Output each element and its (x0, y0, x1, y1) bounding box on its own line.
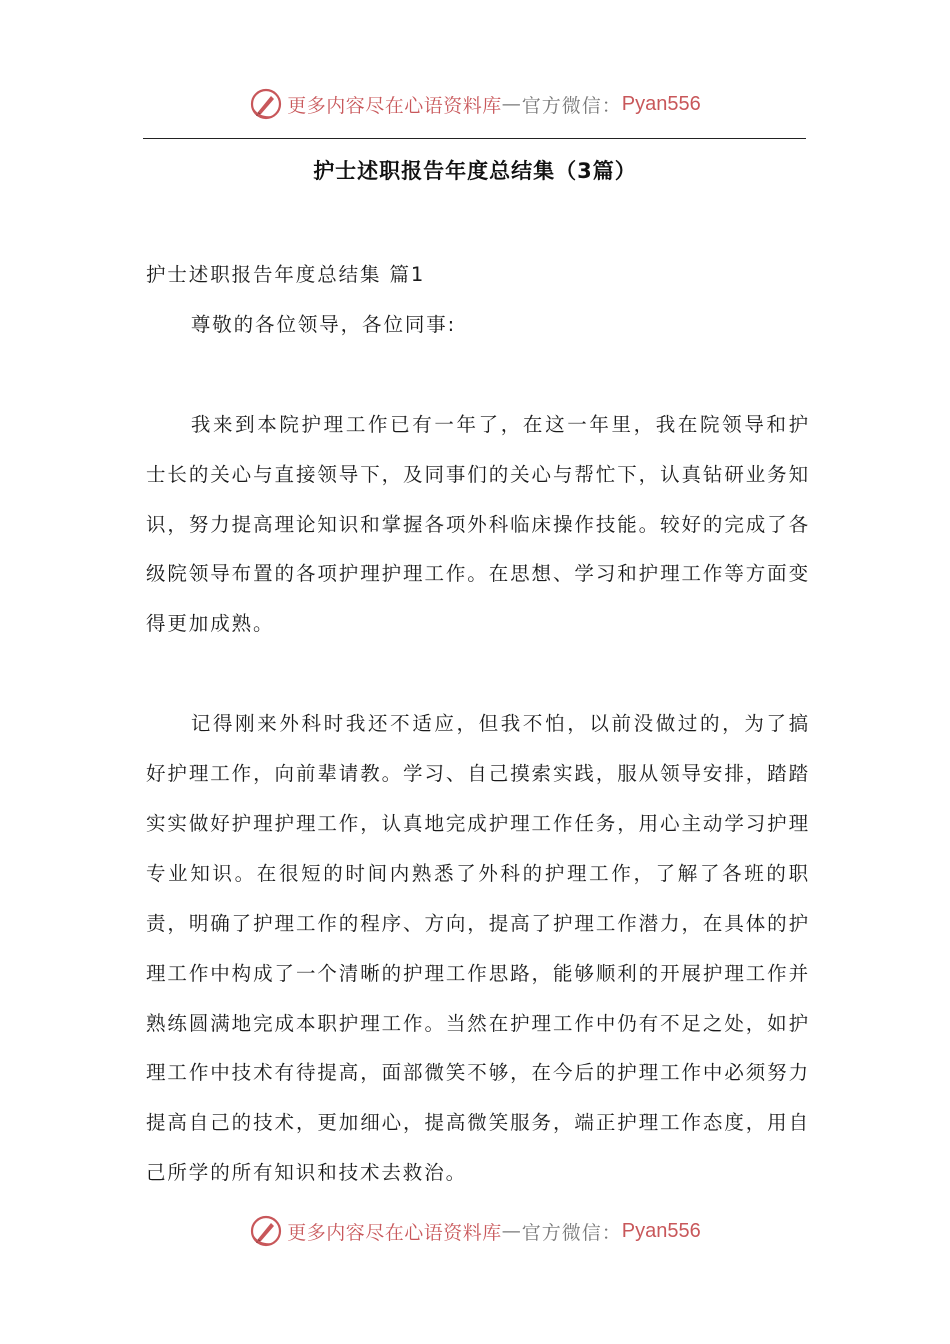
watermark-banner-top (0, 84, 950, 124)
watermark-separator: — (501, 93, 522, 115)
watermark-label: 官方微信： (521, 1221, 622, 1244)
watermark-banner-bottom (0, 1211, 950, 1251)
watermark-id: Pyan556 (621, 92, 701, 115)
paragraph: 记得刚来外科时我还不适应，但我不怕，以前没做过的，为了搞好护理工作，向前辈请教。学习、自己摸索实践，服从领导安排，踏踏实实做好护理护理工作，认真地完成护理工作任务，用心主动学习护理专业知识。在很短的时间内熟悉了外科的护理工作，了解了各班的职责，明确了护理工作的程序、方向，提高了护理工作潜力，在具体的护理工作中构成了一个清晰的护理工作思路，能够顺利的开展护理工作并熟练圆满地完成本职护理工作。当然在护理工作中仍有不足之处，如护理工作中技术有待提高，面部微笑不够，在今后的护理工作中必须努力提高自己的技术，更加细心，提高微笑服务，端正护理工作态度，用自己所学的所有知识和技术去救治。 (146, 712, 810, 1185)
pen-logo-icon (249, 1214, 283, 1248)
header-divider (143, 138, 806, 139)
watermark-id: Pyan556 (621, 1219, 701, 1242)
pen-logo-icon (249, 87, 283, 121)
paragraph: 我来到本院护理工作已有一年了，在这一年里，我在院领导和护士长的关心与直接领导下，及同事们的关心与帮忙下，认真钻研业务知识，努力提高理论知识和掌握各项外科临床操作技能。较好的完成了各级院领导布置的各项护理护理工作。在思想、学习和护理工作等方面变得更加成熟。 (146, 412, 810, 636)
watermark-main-text: 更多内容尽在心语资料库 (287, 1221, 502, 1244)
watermark-label: 官方微信： (521, 94, 622, 117)
salutation: 尊敬的各位领导，各位同事: (190, 312, 457, 336)
section-heading: 护士述职报告年度总结集 篇1 (146, 263, 426, 286)
watermark-main-text: 更多内容尽在心语资料库 (287, 94, 502, 117)
document-body (146, 250, 810, 1198)
watermark-separator: — (501, 1220, 522, 1242)
document-title: 护士述职报告年度总结集（3篇） (313, 159, 637, 183)
